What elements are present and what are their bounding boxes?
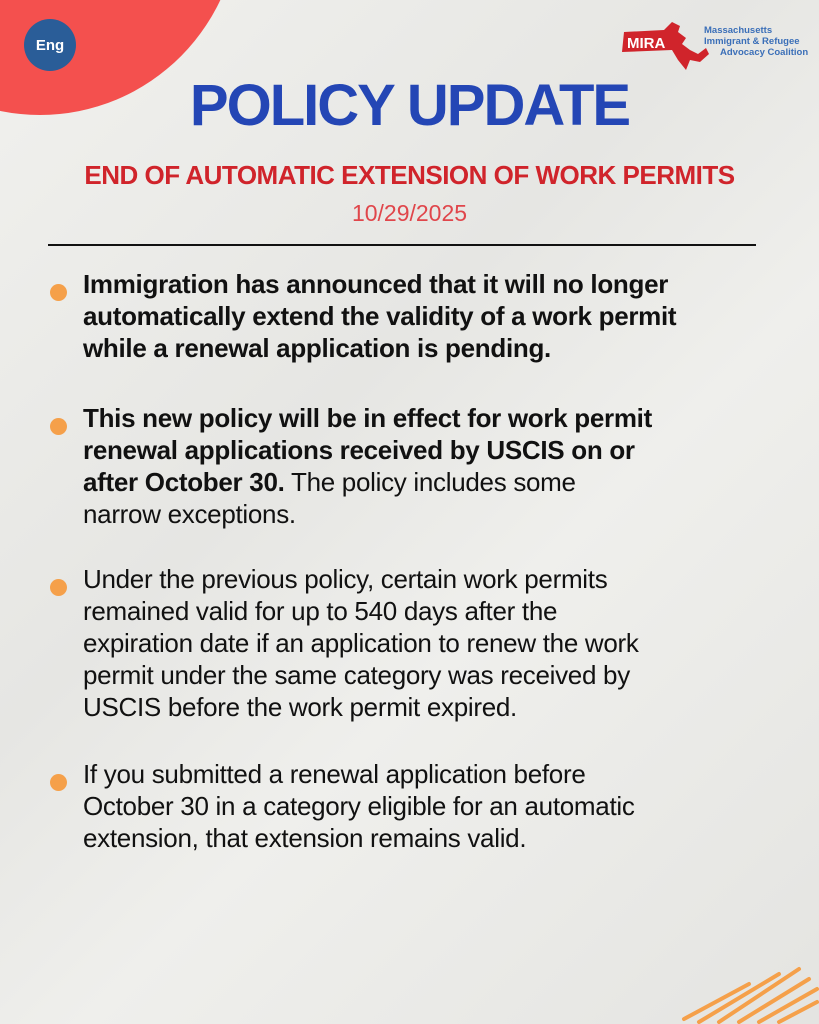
mira-logo [620,20,710,75]
bullet-item [83,758,783,854]
bullet-item [83,563,783,723]
logo-line: Immigrant & Refugee [704,36,800,47]
bullet-text: after October 30. [83,467,285,497]
bullet-text: Under the previous policy, certain work permits [83,564,608,594]
bullet-text: remained valid for up to 540 days after the [83,596,558,626]
page-title: POLICY UPDATE [189,73,630,138]
bullet-text: If you submitted a renewal application before [83,759,586,789]
bullet-text: narrow exceptions. [83,499,296,529]
bullet-text: Immigration has announced that it will no longer [83,269,669,299]
logo-line: Advocacy Coalition [720,47,809,58]
svg-text:MIRA: MIRA [627,35,666,52]
bullet-item [83,402,783,530]
bullet-text: permit under the same category was received by [83,660,630,690]
date: 10/29/2025 [351,200,468,226]
bullet-text: USCIS before the work permit expired. [83,692,517,722]
bullet-text: renewal applications received by USCIS on or [83,435,635,465]
decorative-orange-strokes [679,944,819,1024]
subtitle: END OF AUTOMATIC EXTENSION OF WORK PERMITS [84,160,735,190]
bullet-text: expiration date if an application to renew the work [83,628,639,658]
bullet-item [83,268,783,364]
bullet-text: The policy includes some [284,467,576,497]
bullet-dot-icon [50,418,67,435]
divider [48,244,756,246]
bullet-dot-icon [50,284,67,301]
bullet-text: while a renewal application is pending. [83,333,551,363]
bullet-text: October 30 in a category eligible for an automatic [83,791,635,821]
bullet-dot-icon [50,774,67,791]
language-label: Eng [35,36,65,54]
language-badge[interactable] [24,19,76,71]
bullet-text: extension, that extension remains valid. [83,823,527,853]
bullet-dot-icon [50,579,67,596]
logo-org-name [704,25,814,58]
bullet-text: automatically extend the validity of a work permit [83,301,677,331]
logo-line: Massachusetts [704,25,773,36]
bullet-text: This new policy will be in effect for work permit [83,403,652,433]
